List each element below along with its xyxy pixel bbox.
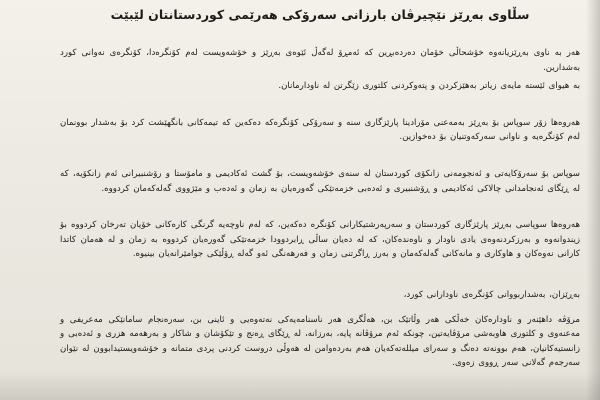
- paragraph-thanks-organizers: هەروەها سوپاسی بەڕێز پارێزگاری کوردستان و سەرپەرشتیکارانی کۆنگرە دەکەین، کە لەم ناوچەیە گرنگی کارەکانی خۆیان تەرخان کردووە بۆ زیندوانەوە و بەرزکردنەوەی یادی ناودار و ناوەندەکان، کە لە دەیان ساڵی ڕابردوودا خزمەتێکی گەورەیان کردووە بە زمان و لە هەمان کاتدا کارانی نەوەکان و هاوکاری و مانەکانی گەلەکەمان و بەرز ڕاگرتنی زمان و فەرهەنگی ئەو گەلە ڕۆڵێکی جوامێرانەیان بینیوە.: [60, 220, 580, 260]
- letter-title: سڵاوی بەڕێز نێچیرڤان بارزانی سەرۆکی هەرێمی کوردستانتان لێبێت: [110, 7, 530, 22]
- page-edge-shadow: [586, 0, 600, 400]
- letter-document: [60, 6, 580, 371]
- paragraph-hope: بە هیوای ئێستە مایەی زیاتر بەهێزکردن و پتەوکردنی کلتوری زێگرتن لە ناودارمانان.: [278, 81, 580, 92]
- paragraph-salutation: بەڕێزان، بەشداربووانی کۆنگرەی ناودارانی کورد،: [403, 289, 580, 300]
- paragraph-thanks-governor: هەروەها زۆر سوپاس بۆ بەڕێز بەمەعنی مۆرادینا پارێزگاری سنە و سەرۆکی کۆنگرەکە دەکەین کە تیمەکانی بانگهێشت کرد بۆ بەشدار بوونمان لەم کۆنگرەیە و ناوانی سەرکەوتنیان بۆ دەخوازین.: [60, 117, 580, 143]
- paragraph-thanks-university: سوپاس بۆ سەرۆکایەتی و ئەنجومەنی زانکۆی کوردستان لە سنەی خۆشەویست، بۆ گشت ئەکادیمی و مامۆستا و رۆشنبیرانی ئەم زانکۆیە، کە لە ڕێگای ئەنجامدانی چالاکی ئەکادیمی و ڕۆشنبیری و ئەدەبی خزمەتێکی گەورەیان بە زمان و ئەدەب و مێژووی گەلەکەمان کردووە.: [60, 168, 580, 194]
- paragraph-greeting: هەر بە ناوی بەڕێزیانەوە خۆشحاڵی خۆمان دەردەبڕین کە ئەمڕۆ لەگەڵ ئێوەی بەڕێز و خۆشەویست لەم کۆنگرەدا، کۆنگرەی نەوانی کورد بەشدارین.: [60, 48, 580, 73]
- page-bottom-shadow: [0, 370, 600, 400]
- paragraph-body: مرۆڤە داهێنەر و ناودارەکان خەڵکی هەر وڵاتێک بن، هەڵگری هەر ناسنامەیەکی نەتەوەیی و ئاینی بن، سەرەنجام سامانێکی مەعریفی و مەعنەوی و کلتوری هاوبەشی مرۆڤایەتین، چونکە ئەم مرۆڤانە پایە، بەرزانە، لە ڕێگای ڕەنج و تێکۆشان و شاکار و بەرهەمە هزری و ئەدەبی و زانستیەکانیان، هەم بوونەتە دەنگ و سەرای میللەتەکەیان هەم بەردەوامن لە هەوڵی دروست کردنی پردی متمانە و خۆشەویستیدابوون لە نێوان سەرجەم گەلانی سەر ڕووی زەوی.: [60, 314, 580, 369]
